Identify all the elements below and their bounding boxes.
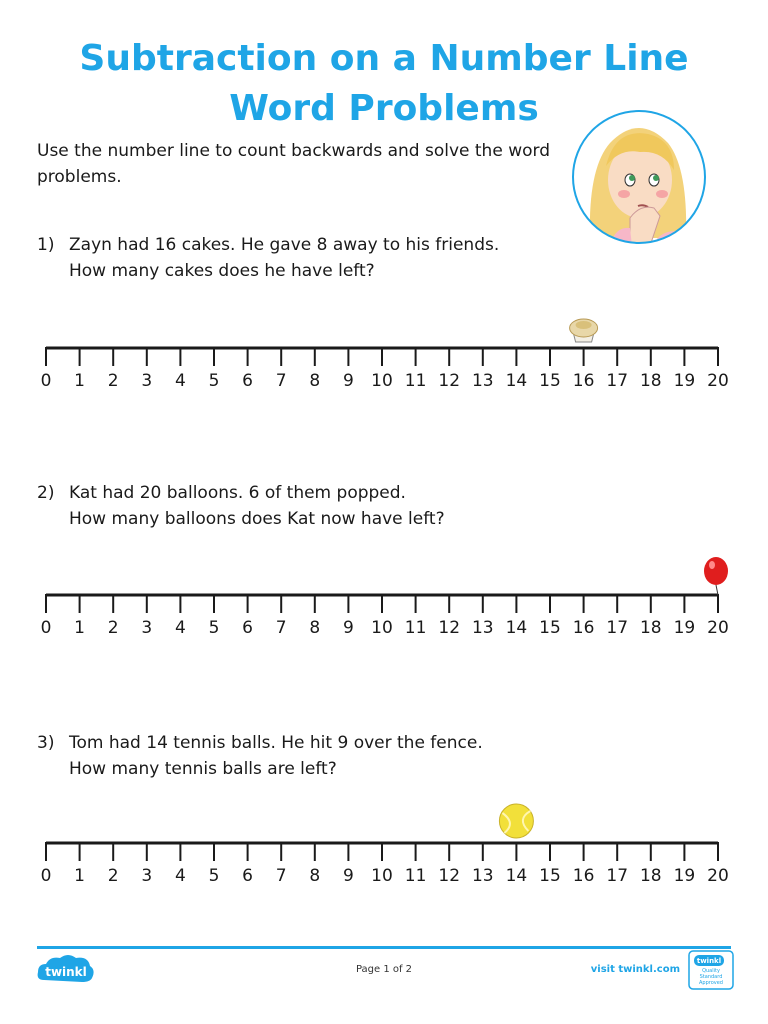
footer-divider [37, 946, 731, 949]
tick-label: 8 [309, 618, 321, 638]
tick-label: 2 [107, 866, 119, 886]
tick-label: 13 [471, 866, 494, 886]
tick-label: 7 [275, 371, 287, 391]
tick-label: 19 [673, 866, 696, 886]
tick-label: 20 [707, 866, 729, 886]
number-line-1 [41, 319, 729, 391]
tick-label: 16 [572, 866, 595, 886]
tick-label: 15 [539, 371, 561, 391]
tick-label: 12 [438, 371, 461, 391]
question-number: 1) [37, 235, 55, 255]
tick-label: 9 [342, 866, 354, 886]
question-number: 3) [37, 733, 55, 753]
tick-label: 1 [74, 371, 86, 391]
tick-label: 13 [471, 371, 494, 391]
tennis-ball-icon [499, 804, 533, 838]
tick-label: 20 [707, 618, 729, 638]
badge-brand: twinkl [696, 957, 722, 965]
tick-label: 5 [208, 618, 220, 638]
number-line-2 [41, 557, 729, 638]
tick-label: 12 [438, 618, 461, 638]
page-title: Subtraction on a Number Line [79, 38, 689, 79]
tick-label: 7 [275, 618, 287, 638]
tick-label: 5 [208, 371, 220, 391]
tick-label: 11 [404, 866, 427, 886]
tick-label: 4 [174, 371, 186, 391]
tick-label: 15 [539, 618, 561, 638]
tick-label: 4 [174, 866, 186, 886]
tick-label: 16 [572, 371, 595, 391]
tick-label: 13 [471, 618, 494, 638]
tick-label: 1 [74, 866, 86, 886]
tick-label: 10 [371, 618, 393, 638]
tick-label: 8 [309, 371, 321, 391]
logo-text: twinkl [45, 965, 87, 979]
tick-label: 18 [639, 371, 662, 391]
page-number: Page 1 of 2 [355, 964, 413, 975]
question-line: How many balloons does Kat now have left? [69, 509, 445, 529]
question-line: How many tennis balls are left? [69, 759, 337, 779]
question-number: 2) [37, 483, 55, 503]
tick-label: 2 [107, 371, 119, 391]
tick-label: 17 [606, 866, 629, 886]
tick-label: 3 [141, 866, 153, 886]
question-line: Kat had 20 balloons. 6 of them popped. [69, 483, 406, 503]
question-line: How many cakes does he have left? [69, 261, 375, 281]
tick-label: 0 [40, 371, 52, 391]
tick-label: 10 [371, 866, 393, 886]
tick-label: 18 [639, 618, 662, 638]
tick-label: 11 [404, 371, 427, 391]
tick-label: 1 [74, 618, 86, 638]
tick-label: 19 [673, 618, 696, 638]
badge-text: Quality Standard Approved [699, 968, 723, 986]
tick-label: 5 [208, 866, 220, 886]
tick-label: 8 [309, 866, 321, 886]
tick-label: 17 [606, 618, 629, 638]
tick-label: 9 [342, 371, 354, 391]
question-line: Tom had 14 tennis balls. He hit 9 over the fence. [69, 733, 483, 753]
tick-label: 14 [505, 618, 528, 638]
quality-badge [688, 950, 734, 990]
tick-label: 17 [606, 371, 629, 391]
tick-label: 10 [371, 371, 393, 391]
cupcake-icon [570, 319, 598, 342]
tick-label: 16 [572, 618, 595, 638]
tick-label: 15 [539, 866, 561, 886]
tick-label: 11 [404, 618, 427, 638]
balloon-icon [704, 557, 728, 595]
tick-label: 18 [639, 866, 662, 886]
tick-label: 0 [40, 618, 52, 638]
tick-label: 14 [505, 371, 528, 391]
number-line-3 [41, 804, 729, 886]
question-line: Zayn had 16 cakes. He gave 8 away to his friends. [69, 235, 500, 255]
tick-label: 6 [242, 618, 254, 638]
tick-label: 20 [707, 371, 729, 391]
tick-label: 6 [242, 371, 254, 391]
tick-label: 0 [40, 866, 52, 886]
tick-label: 2 [107, 618, 119, 638]
tick-label: 14 [505, 866, 528, 886]
tick-label: 9 [342, 618, 354, 638]
tick-label: 19 [673, 371, 696, 391]
tick-label: 12 [438, 866, 461, 886]
tick-label: 3 [141, 618, 153, 638]
tick-label: 3 [141, 371, 153, 391]
website-link[interactable]: visit twinkl.com [590, 964, 680, 975]
tick-label: 4 [174, 618, 186, 638]
tick-label: 6 [242, 866, 254, 886]
tick-label: 7 [275, 866, 287, 886]
instructions: Use the number line to count backwards and solve the word problems. [37, 141, 550, 187]
page-subtitle: Word Problems [229, 88, 539, 129]
